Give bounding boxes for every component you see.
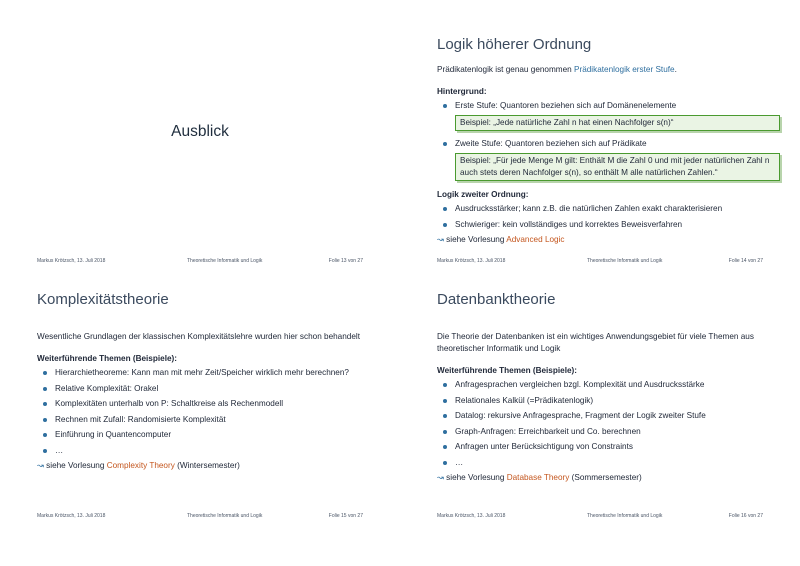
intro-text: Die Theorie der Datenbanken ist ein wichtiges Anwendungsgebiet für viele Themen aus theoretischer Informatik und Logik bbox=[437, 332, 754, 353]
lecture-link[interactable]: Advanced Logic bbox=[506, 235, 565, 244]
slide-footer bbox=[437, 258, 763, 266]
slide-footer bbox=[37, 258, 363, 266]
list-item: Relative Komplexität: Orakel bbox=[37, 383, 360, 395]
list-item: Ausdrucksstärker; kann z.B. die natürlichen Zahlen exakt charakterisieren bbox=[437, 203, 780, 215]
list-item: Zweite Stufe: Quantoren beziehen sich auf Prädikate Beispiel: „Für jede Menge M gilt: Enthält M die Zahl 0 und mit jeder natürlichen Zahl n auch stets deren Nachfolger s(n), so enthält M alle natürlichen Zahlen.“ bbox=[437, 138, 780, 181]
slide-body bbox=[37, 331, 360, 472]
footer-course: Theoretische Informatik und Logik bbox=[187, 258, 263, 264]
example-box: Beispiel: „Für jede Menge M gilt: Enthält M die Zahl 0 und mit jeder natürlichen Zahl n auch stets deren Nachfolger s(n), so enthält M alle natürlichen Zahlen.“ bbox=[455, 153, 780, 181]
slide-14 bbox=[400, 0, 800, 283]
list-item: Rechnen mit Zufall: Randomisierte Komplexität bbox=[37, 414, 360, 426]
lecture-link[interactable]: Database Theory bbox=[506, 473, 570, 482]
list-item: Anfragen unter Berücksichtigung von Constraints bbox=[437, 441, 770, 453]
see-lecture: ↝ siehe Vorlesung Complexity Theory (Wintersemester) bbox=[37, 461, 240, 470]
list-item: … bbox=[437, 457, 770, 469]
slide-footer bbox=[437, 513, 763, 521]
slide-title: Ausblick bbox=[171, 123, 229, 140]
slide-15 bbox=[0, 283, 400, 566]
see-lecture: ↝ siehe Vorlesung Database Theory (Sommersemester) bbox=[437, 473, 642, 482]
slide-title: Datenbanktheorie bbox=[437, 291, 556, 308]
list-item: Einführung in Quantencomputer bbox=[37, 429, 360, 441]
arrow-icon: ↝ bbox=[37, 461, 44, 470]
list-item: Anfragesprachen vergleichen bzgl. Komplexität und Ausdrucksstärke bbox=[437, 379, 770, 391]
footer-page: Folie 15 von 27 bbox=[328, 513, 363, 519]
topics-list bbox=[437, 379, 770, 469]
slide-title: Logik höherer Ordnung bbox=[437, 36, 592, 53]
arrow-icon: ↝ bbox=[437, 235, 444, 244]
footer-course: Theoretische Informatik und Logik bbox=[587, 258, 663, 264]
arrow-icon: ↝ bbox=[437, 473, 444, 482]
second-order-list bbox=[437, 203, 780, 231]
lecture-link[interactable]: Complexity Theory bbox=[106, 461, 175, 470]
list-item: Erste Stufe: Quantoren beziehen sich auf Domänenelemente Beispiel: „Jede natürliche Zahl n hat einen Nachfolger s(n)“ bbox=[437, 100, 780, 131]
list-item: Hierarchietheoreme: Kann man mit mehr Zeit/Speicher wirklich mehr berechnen? bbox=[37, 367, 360, 379]
list-item: Komplexitäten unterhalb von P: Schaltkreise als Rechenmodell bbox=[37, 398, 360, 410]
example-box: Beispiel: „Jede natürliche Zahl n hat einen Nachfolger s(n)“ bbox=[455, 115, 780, 131]
slide-footer bbox=[37, 513, 363, 521]
slide-16 bbox=[400, 283, 800, 566]
footer-author: Markus Krötzsch, 13. Juli 2018 bbox=[437, 258, 506, 264]
topics-heading: Weiterführende Themen (Beispiele): bbox=[37, 354, 177, 363]
second-order-heading: Logik zweiter Ordnung: bbox=[437, 190, 529, 199]
intro-text: Wesentliche Grundlagen der klassischen Komplexitätslehre wurden hier schon behandelt bbox=[37, 332, 360, 341]
footer-page: Folie 16 von 27 bbox=[728, 513, 763, 519]
footer-author: Markus Krötzsch, 13. Juli 2018 bbox=[437, 513, 506, 519]
intro-link: Prädikatenlogik erster Stufe bbox=[574, 65, 675, 74]
footer-page: Folie 13 von 27 bbox=[328, 258, 363, 264]
topics-list bbox=[37, 367, 360, 457]
list-item: Schwieriger: kein vollständiges und korrektes Beweisverfahren bbox=[437, 219, 780, 231]
slide-13 bbox=[0, 0, 400, 283]
list-item: … bbox=[37, 445, 360, 457]
background-heading: Hintergrund: bbox=[437, 87, 487, 96]
see-lecture: ↝ siehe Vorlesung Advanced Logic bbox=[437, 235, 565, 244]
footer-author: Markus Krötzsch, 13. Juli 2018 bbox=[37, 513, 106, 519]
footer-author: Markus Krötzsch, 13. Juli 2018 bbox=[37, 258, 106, 264]
topics-heading: Weiterführende Themen (Beispiele): bbox=[437, 366, 577, 375]
footer-course: Theoretische Informatik und Logik bbox=[587, 513, 663, 519]
slide-title: Komplexitätstheorie bbox=[37, 291, 169, 308]
slide-body bbox=[437, 64, 780, 246]
intro-text: Prädikatenlogik ist genau genommen Prädikatenlogik erster Stufe. bbox=[437, 65, 677, 74]
list-item: Datalog: rekursive Anfragesprache, Fragment der Logik zweiter Stufe bbox=[437, 410, 770, 422]
footer-page: Folie 14 von 27 bbox=[728, 258, 763, 264]
background-list bbox=[437, 100, 780, 181]
list-item: Graph-Anfragen: Erreichbarkeit und Co. berechnen bbox=[437, 426, 770, 438]
list-item: Relationales Kalkül (=Prädikatenlogik) bbox=[437, 395, 770, 407]
slide-body bbox=[437, 331, 770, 484]
footer-course: Theoretische Informatik und Logik bbox=[187, 513, 263, 519]
